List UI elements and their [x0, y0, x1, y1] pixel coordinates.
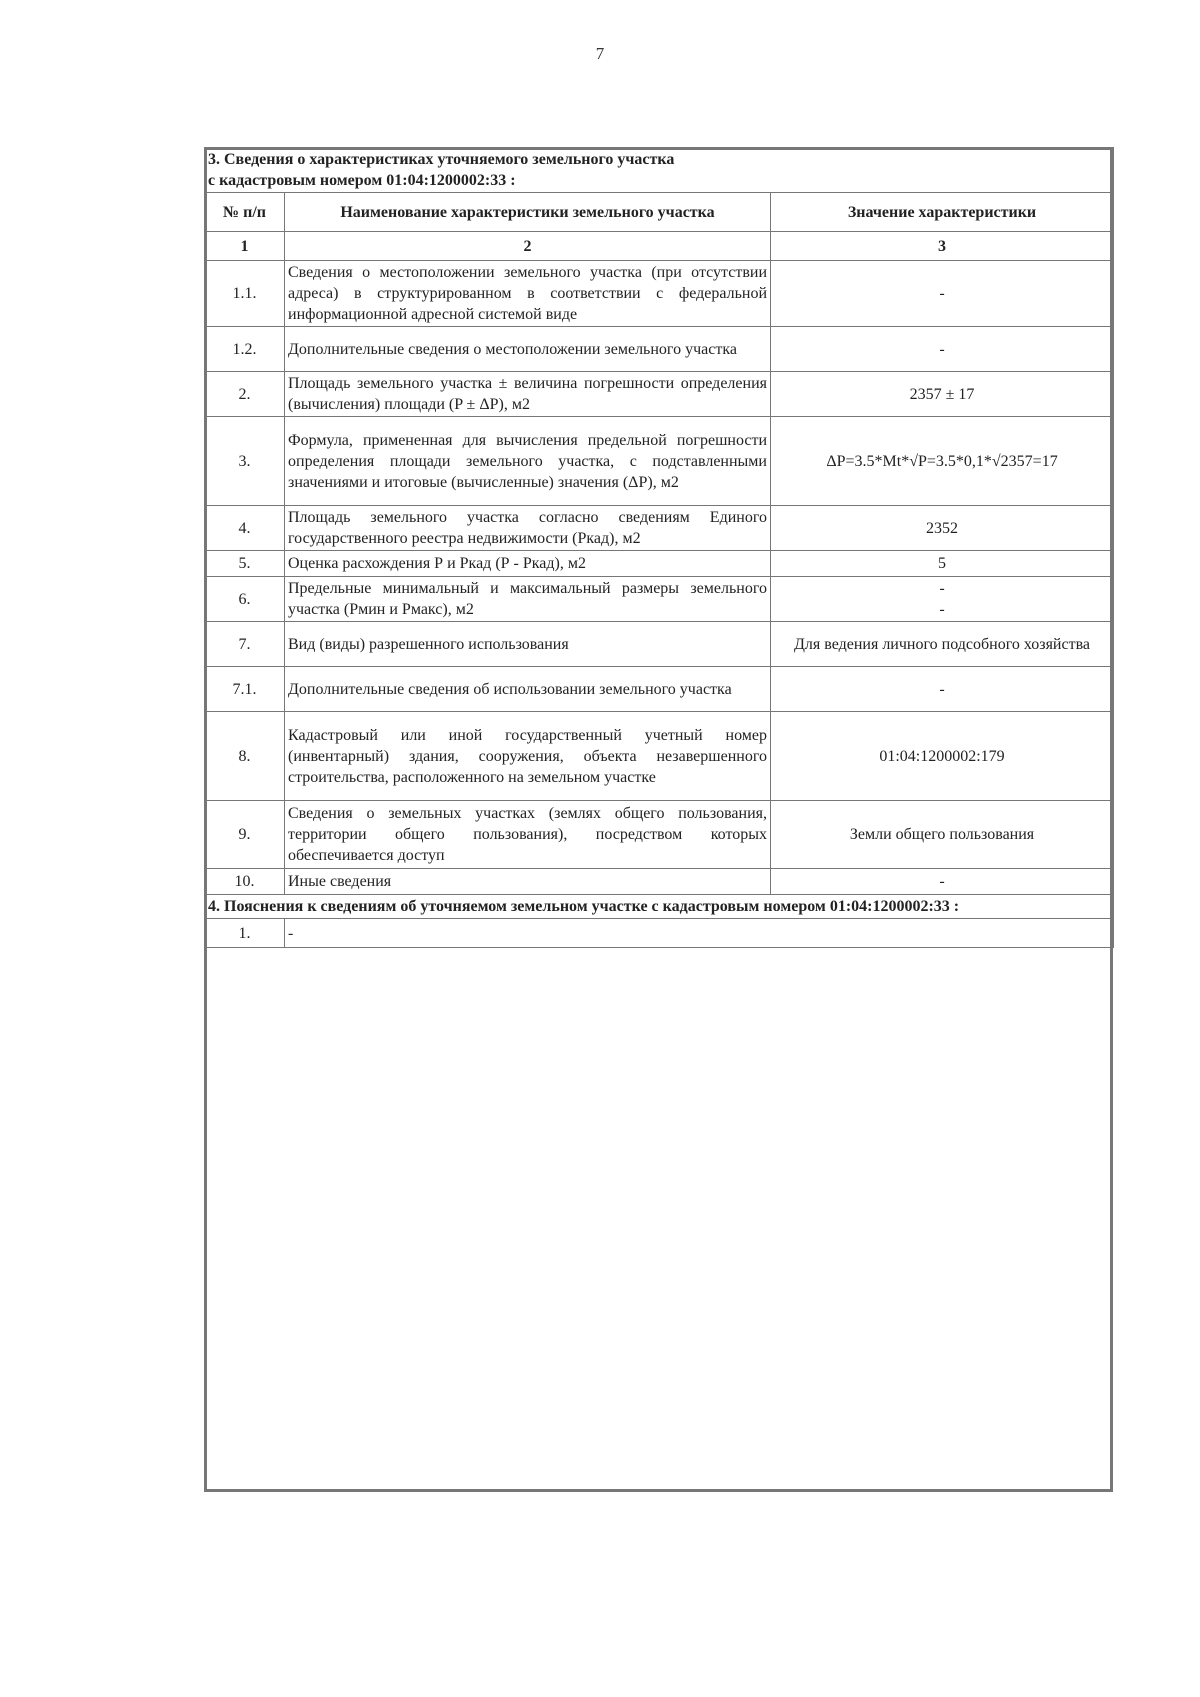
row-number: 2. — [205, 372, 285, 417]
table-row — [205, 506, 1114, 551]
row-value: - — [771, 327, 1114, 372]
row-value: - — [771, 261, 1114, 327]
note-number: 1. — [205, 919, 285, 948]
row-name: Сведения о земельных участках (землях общего пользования, территории общего пользования), посредством которых обеспечивается доступ — [285, 801, 771, 869]
note-row — [205, 919, 1114, 948]
row-number: 9. — [205, 801, 285, 869]
index-cell-3: 3 — [771, 232, 1114, 261]
table-row — [205, 622, 1114, 667]
table-row — [205, 261, 1114, 327]
row-name: Предельные минимальный и максимальный размеры земельного участка (Pмин и Pмакс), м2 — [285, 577, 771, 622]
table-row — [205, 801, 1114, 869]
index-row — [205, 232, 1114, 261]
row-value: 2352 — [771, 506, 1114, 551]
min-size-value: - — [939, 580, 945, 597]
section3-title-line2: с кадастровым номером 01:04:1200002:33 : — [208, 172, 516, 189]
row-name: Оценка расхождения Р и Ркад (Р - Ркад), м2 — [285, 551, 771, 577]
header-value: Значение характеристики — [771, 193, 1114, 232]
row-name: Иные сведения — [285, 869, 771, 895]
table-row — [205, 667, 1114, 712]
row-name: Формула, примененная для вычисления предельной погрешности определения площади земельного участка, с подставленными значениями и итоговые (вычисленные) значения (ΔP), м2 — [285, 417, 771, 506]
row-name: Вид (виды) разрешенного использования — [285, 622, 771, 667]
row-number: 10. — [205, 869, 285, 895]
row-number: 7.1. — [205, 667, 285, 712]
table-row — [205, 417, 1114, 506]
row-value: ΔP=3.5*Mt*√P=3.5*0,1*√2357=17 — [771, 417, 1114, 506]
table-row — [205, 712, 1114, 801]
max-size-value: - — [939, 601, 945, 618]
section3-title-line1: 3. Сведения о характеристиках уточняемого земельного участка — [208, 151, 675, 168]
row-number: 3. — [205, 417, 285, 506]
row-name: Сведения о местоположении земельного участка (при отсутствии адреса) в структурированном в соответствии с федеральной информационной адресной системой виде — [285, 261, 771, 327]
row-name: Дополнительные сведения о местоположении земельного участка — [285, 327, 771, 372]
row-number: 1.1. — [205, 261, 285, 327]
row-number: 7. — [205, 622, 285, 667]
index-cell-1: 1 — [205, 232, 285, 261]
row-value: 01:04:1200002:179 — [771, 712, 1114, 801]
row-number: 6. — [205, 577, 285, 622]
row-name: Площадь земельного участка ± величина погрешности определения (вычисления) площади (P ± ΔP), м2 — [285, 372, 771, 417]
row-value: Земли общего пользования — [771, 801, 1114, 869]
row-value — [771, 577, 1114, 622]
row-name: Дополнительные сведения об использовании земельного участка — [285, 667, 771, 712]
row-number: 4. — [205, 506, 285, 551]
section3-title-row — [205, 148, 1114, 193]
characteristics-table — [204, 147, 1114, 948]
table-row — [205, 551, 1114, 577]
row-number: 1.2. — [205, 327, 285, 372]
row-name: Кадастровый или иной государственный учетный номер (инвентарный) здания, сооружения, объекта незавершенного строительства, расположенного на земельном участке — [285, 712, 771, 801]
row-value: - — [771, 869, 1114, 895]
section4-title-row — [205, 895, 1114, 919]
table-row — [205, 372, 1114, 417]
header-num: № п/п — [205, 193, 285, 232]
section3-title — [205, 148, 1114, 193]
row-value: Для ведения личного подсобного хозяйства — [771, 622, 1114, 667]
table-row — [205, 577, 1114, 622]
row-value: 5 — [771, 551, 1114, 577]
note-text: - — [285, 919, 1114, 948]
index-cell-2: 2 — [285, 232, 771, 261]
section4-title: 4. Пояснения к сведениям об уточняемом земельном участке с кадастровым номером 01:04:1200002:33 : — [205, 895, 1114, 919]
table-row — [205, 869, 1114, 895]
row-value: 2357 ± 17 — [771, 372, 1114, 417]
page-number: 7 — [595, 44, 605, 63]
table-row — [205, 327, 1114, 372]
header-name: Наименование характеристики земельного участка — [285, 193, 771, 232]
row-number: 8. — [205, 712, 285, 801]
row-number: 5. — [205, 551, 285, 577]
row-name: Площадь земельного участка согласно сведениям Единого государственного реестра недвижимости (Ркад), м2 — [285, 506, 771, 551]
header-row — [205, 193, 1114, 232]
row-value: - — [771, 667, 1114, 712]
